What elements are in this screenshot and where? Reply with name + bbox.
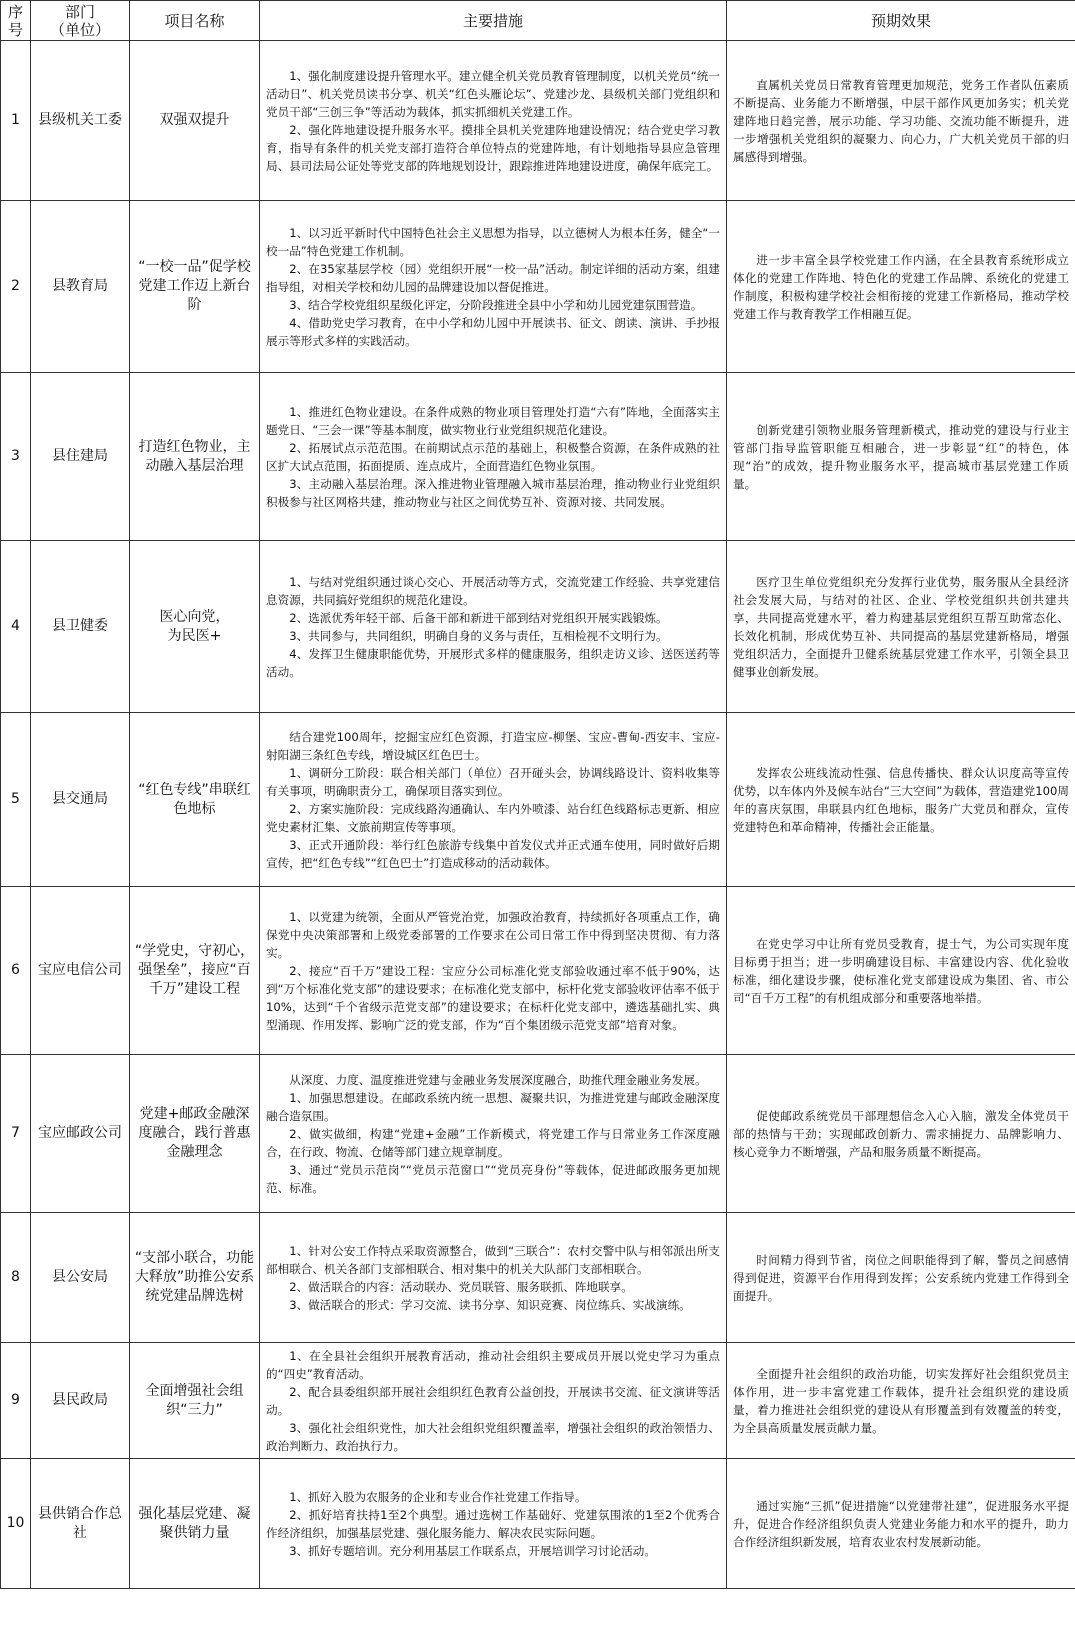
row-measures xyxy=(260,713,727,887)
row-project: “支部小联合，功能大释放”助推公安系统党建品牌选树 xyxy=(130,1213,260,1343)
table-row xyxy=(1,373,1075,541)
row-dept: 县交通局 xyxy=(31,713,130,887)
measure-item: 1、在全县社会组织开展教育活动，推动社会组织主要成员开展以党史学习为重点的“四史”教育活动。 xyxy=(266,1348,720,1381)
row-measures xyxy=(260,373,727,541)
row-measures xyxy=(260,201,727,373)
row-effect xyxy=(727,1055,1075,1213)
measure-item: 3、抓好专题培训。充分利用基层工作联系点，开展培训学习讨论活动。 xyxy=(289,1543,656,1558)
measure-item: 1、以党建为统领，全面从严管党治党，加强政治教育，持续抓好各项重点工作，确保党中央决策部署和上级党委部署的工作要求在公司日常工作中得到坚决贯彻、有力落实。 xyxy=(266,909,720,960)
row-project: 医心向党， 为民医+ xyxy=(130,541,260,713)
table-header-row xyxy=(1,1,1075,41)
effect-item: 进一步丰富全县学校党建工作内涵，在全县教育系统形成立体化的党建工作阵地、特色化的党建工作品牌、系统化的党建工作制度，积极构建学校社会相衔接的党建工作新格局，推动学校党建工作与教育教学工作相融互促。 xyxy=(733,252,1069,321)
table-row xyxy=(1,541,1075,713)
row-dept: 县民政局 xyxy=(31,1343,130,1459)
row-project: 打造红色物业，主动融入基层治理 xyxy=(130,373,260,541)
row-effect xyxy=(727,713,1075,887)
effect-item: 全面提升社会组织的政治功能，切实发挥好社会组织党员主体作用，进一步丰富党建工作载体，提升社会组织党的建设质量，着力推进社会组织党的建设从有形覆盖到有效覆盖的转变，为全县高质量发展贡献力量。 xyxy=(733,1366,1069,1435)
measure-item: 3、正式开通阶段：举行红色旅游专线集中首发仪式并正式通车使用，同时做好后期宣传，把“红色专线”“红色巴士”打造成移动的活动载体。 xyxy=(266,837,720,870)
measure-item: 1、强化制度建设提升管理水平。建立健全机关党员教育管理制度，以机关党员“统一活动日”、机关党员读书分享、机关“红色头雁论坛”、党建沙龙、县级机关部门党组织和党员干部“三创三争”等活动为载体，抓实抓细机关党建工作。 xyxy=(266,68,720,119)
row-effect xyxy=(727,1213,1075,1343)
measure-item: 1、加强思想建设。在邮政系统内统一思想、凝聚共识，为推进党建与邮政金融深度融合造氛围。 xyxy=(266,1090,720,1123)
header-num: 序号 xyxy=(1,1,31,41)
row-num: 5 xyxy=(1,713,31,887)
row-num: 1 xyxy=(1,41,31,201)
row-measures xyxy=(260,1055,727,1213)
row-project: “红色专线”串联红色地标 xyxy=(130,713,260,887)
row-measures xyxy=(260,887,727,1055)
measure-item: 3、结合学校党组织星级化评定，分阶段推进全县中小学和幼儿园党建氛围营造。 xyxy=(289,297,703,312)
measure-item: 1、与结对党组织通过谈心交心、开展活动等方式，交流党建工作经验、共享党建信息资源，共同搞好党组织的规范化建设。 xyxy=(266,574,720,607)
row-effect xyxy=(727,41,1075,201)
effect-item: 时间精力得到节省，岗位之间职能得到了解，警员之间感情得到促进，资源平台作用得到发挥；公安系统内党建工作得到全面提升。 xyxy=(733,1252,1069,1303)
row-num: 9 xyxy=(1,1343,31,1459)
measure-item: 3、做活联合的形式：学习交流、读书分享、知识竞赛、岗位练兵、实战演练。 xyxy=(289,1297,691,1312)
measure-item: 2、配合县委组织部开展社会组织红色教育公益创投，开展读书交流、征文演讲等活动。 xyxy=(266,1384,720,1417)
measure-item: 从深度、力度、温度推进党建与金融业务发展深度融合，助推代理金融业务发展。 xyxy=(289,1072,707,1087)
row-project: 双强双提升 xyxy=(130,41,260,201)
measure-item: 3、强化社会组织党性，加大社会组织党组织覆盖率，增强社会组织的政治领悟力、政治判断力、政治执行力。 xyxy=(266,1420,720,1453)
measure-item: 1、以习近平新时代中国特色社会主义思想为指导，以立德树人为根本任务，健全“一校一品”特色党建工作机制。 xyxy=(266,225,720,258)
effect-item: 直属机关党员日常教育管理更加规范，党务工作者队伍素质不断提高、业务能力不断增强，中层干部作风更加务实；机关党建阵地日趋完善，展示功能、学习功能、交流功能不断提升，进一步增强机关党组织的凝聚力、向心力，广大机关党员干部的归属感得到增强。 xyxy=(733,77,1069,164)
measure-item: 3、通过“党员示范岗”“党员示范窗口”“党员亮身份”等载体，促进邮政服务更加规范、标准。 xyxy=(266,1162,720,1195)
table-row xyxy=(1,1459,1075,1589)
row-dept: 宝应电信公司 xyxy=(31,887,130,1055)
row-num: 4 xyxy=(1,541,31,713)
row-measures xyxy=(260,1343,727,1459)
table-row xyxy=(1,713,1075,887)
row-num: 10 xyxy=(1,1459,31,1589)
table-row xyxy=(1,201,1075,373)
row-project: “一校一品”促学校党建工作迈上新台阶 xyxy=(130,201,260,373)
row-num: 8 xyxy=(1,1213,31,1343)
table-row xyxy=(1,41,1075,201)
row-project: 全面增强社会组织“三力” xyxy=(130,1343,260,1459)
measure-item: 2、在35家基层学校（园）党组织开展“一校一品”活动。制定详细的活动方案，组建指导组，对相关学校和幼儿园的品牌建设加以督促推进。 xyxy=(266,261,720,294)
measure-item: 1、抓好入股为农服务的企业和专业合作社党建工作指导。 xyxy=(289,1489,587,1504)
row-measures xyxy=(260,1459,727,1589)
row-effect xyxy=(727,1459,1075,1589)
row-measures xyxy=(260,1213,727,1343)
measure-item: 2、做实做细，构建“党建+金融”工作新模式，将党建工作与日常业务工作深度融合，在行政、物流、仓储等部门建立规章制度。 xyxy=(266,1126,720,1159)
row-dept: 宝应邮政公司 xyxy=(31,1055,130,1213)
measure-item: 2、接应“百千万”建设工程：宝应分公司标准化党支部验收通过率不低于90%，达到“万个标准化党支部”的建设要求；在标准化党支部中，标杆化党支部验收评估率不低于10%，达到“千个省级示范党支部”的建设要求；在标杆化党支部中，遴选基础扎实、典型涌现、作用发挥、影响广泛的党支部，作为“百个集团级示范党支部”培育对象。 xyxy=(266,963,720,1032)
table-row xyxy=(1,887,1075,1055)
row-dept: 县级机关工委 xyxy=(31,41,130,201)
row-measures xyxy=(260,41,727,201)
measure-item: 3、主动融入基层治理。深入推进物业管理融入城市基层治理，推动物业行业党组织积极参与社区网格共建，推动物业与社区之间优势互补、资源对接、共同发展。 xyxy=(266,476,720,509)
row-effect xyxy=(727,887,1075,1055)
measure-item: 2、做活联合的内容：活动联办、党员联管、服务联抓、阵地联享。 xyxy=(289,1279,633,1294)
effect-item: 通过实施“三抓”促进措施“以党建带社建”，促进服务水平提升，促进合作经济组织负责人党建业务能力和水平的提升，助力合作经济组织新发展，培育农业农村发展新动能。 xyxy=(733,1498,1069,1549)
row-project: “学党史，守初心，强堡垒”，接应“百千万”建设工程 xyxy=(130,887,260,1055)
measure-item: 4、发挥卫生健康职能优势，开展形式多样的健康服务，组织走访义诊、送医送药等活动。 xyxy=(266,646,720,679)
measure-item: 1、针对公安工作特点采取资源整合，做到“三联合”：农村交警中队与相邻派出所支部相联合、机关各部门支部相联合、相对集中的机关大队部门支部相联合。 xyxy=(266,1243,720,1276)
header-project: 项目名称 xyxy=(130,1,260,41)
effect-item: 发挥农公班线流动性强、信息传播快、群众认识度高等宣传优势，以车体内外及候车站台“三大空间”为载体，营造建党100周年的喜庆氛围，串联县内红色地标，服务广大党员和群众，宣传党建特色和革命精神，传播社会正能量。 xyxy=(733,765,1069,834)
measure-item: 2、选派优秀年轻干部、后备干部和新进干部到结对党组织开展实践锻炼。 xyxy=(289,610,668,625)
measure-item: 2、方案实施阶段：完成线路沟通确认、车内外喷漆、站台红色线路标志更新、相应党史素材汇集、文旅前期宣传等事项。 xyxy=(266,801,720,834)
row-dept: 县公安局 xyxy=(31,1213,130,1343)
row-measures xyxy=(260,541,727,713)
row-effect xyxy=(727,373,1075,541)
effect-item: 促使邮政系统党员干部理想信念入心入脑，激发全体党员干部的热情与干劲；实现邮政创新力、需求捕捉力、品牌影响力、核心竞争力不断增强，产品和服务质量不断提高。 xyxy=(733,1108,1069,1159)
measure-item: 3、共同参与，共同组织，明确自身的义务与责任，互相检视不文明行为。 xyxy=(289,628,668,643)
row-num: 3 xyxy=(1,373,31,541)
row-dept: 县卫健委 xyxy=(31,541,130,713)
effect-item: 在党史学习中让所有党员受教育，提士气，为公司实现年度目标勇于担当；进一步明确建设目标、丰富建设内容、优化验收标准，细化建设步骤，使标准化党支部建设成为集团、省、市公司“百千万工程”的有机组成部分和重要落地举措。 xyxy=(733,936,1069,1005)
row-project: 党建+邮政金融深度融合，践行普惠金融理念 xyxy=(130,1055,260,1213)
measure-item: 4、借助党史学习教育，在中小学和幼儿园中开展读书、征文、朗读、演讲、手抄报展示等形式多样的实践活动。 xyxy=(266,315,720,348)
row-effect xyxy=(727,541,1075,713)
measure-item: 1、调研分工阶段：联合相关部门（单位）召开碰头会，协调线路设计、资料收集等有关事项，明确职责分工，确保项目落实到位。 xyxy=(266,765,720,798)
table-row xyxy=(1,1343,1075,1459)
row-num: 7 xyxy=(1,1055,31,1213)
header-dept: 部门 （单位） xyxy=(31,1,130,41)
measure-item: 2、抓好培育扶持1至2个典型。通过选树工作基础好、党建氛围浓的1至2个优秀合作经济组织，加强基层党建、强化服务能力、解决农民实际问题。 xyxy=(266,1507,720,1540)
table-row xyxy=(1,1055,1075,1213)
row-project: 强化基层党建、凝聚供销力量 xyxy=(130,1459,260,1589)
row-num: 2 xyxy=(1,201,31,373)
measure-item: 2、拓展试点示范范围。在前期试点示范的基础上，积极整合资源，在条件成熟的社区扩大试点范围，拓面提质、连点成片，全面营造红色物业氛围。 xyxy=(266,440,720,473)
measure-item: 2、强化阵地建设提升服务水平。摸排全县机关党建阵地建设情况；结合党史学习教育，指导有条件的机关党支部打造符合单位特点的党建阵地，有计划地指导县应急管理局、县司法局公证处等党支部的阵地规划设计，跟踪推进阵地建设进度，确保年底完工。 xyxy=(266,122,720,173)
table-row xyxy=(1,1213,1075,1343)
measure-item: 结合建党100周年，挖掘宝应红色资源，打造宝应-柳堡、宝应-曹甸-西安丰、宝应-射阳湖三条红色专线，增设城区红色巴士。 xyxy=(266,729,720,762)
row-dept: 县供销合作总社 xyxy=(31,1459,130,1589)
row-dept: 县教育局 xyxy=(31,201,130,373)
row-effect xyxy=(727,1343,1075,1459)
measure-item: 1、推进红色物业建设。在条件成熟的物业项目管理处打造“六有”阵地，全面落实主题党日、“三会一课”等基本制度，做实物业行业党组织规范化建设。 xyxy=(266,404,720,437)
row-dept: 县住建局 xyxy=(31,373,130,541)
header-effect: 预期效果 xyxy=(727,1,1075,41)
effect-item: 创新党建引领物业服务管理新模式，推动党的建设与行业主管部门指导监管职能互相融合，进一步彰显“红”的特色，体现“治”的成效，提升物业服务水平，提高城市基层党建工作质量。 xyxy=(733,422,1069,491)
row-effect xyxy=(727,201,1075,373)
header-measures: 主要措施 xyxy=(260,1,727,41)
effect-item: 医疗卫生单位党组织充分发挥行业优势，服务服从全县经济社会发展大局，与结对的社区、企业、学校党组织共创共建共享，共同提高党建水平，着力构建基层党组织互帮互助常态化、长效化机制，形成优势互补、共同提高的基层党建新格局，增强党组织活力，全面提升卫健系统基层党建工作水平，引领全县卫健事业创新发展。 xyxy=(733,574,1069,679)
row-num: 6 xyxy=(1,887,31,1055)
